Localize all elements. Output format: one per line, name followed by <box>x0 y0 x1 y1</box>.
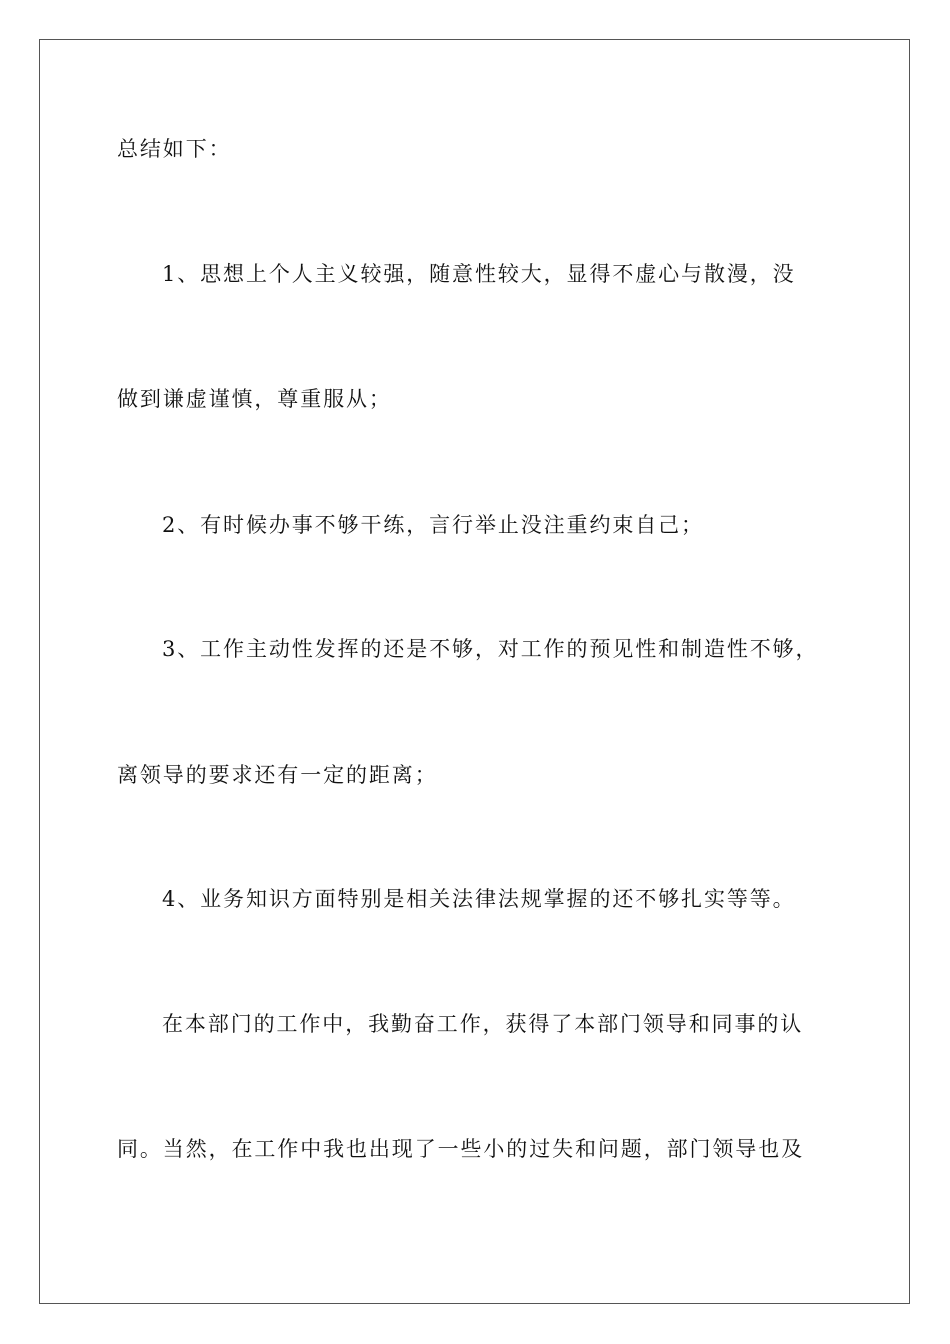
list-item-3-line-1: 3、工作主动性发挥的还是不够，对工作的预见性和制造性不够， <box>162 637 819 661</box>
list-item-1-line-1: 1、思想上个人主义较强，随意性较大，显得不虚心与散漫，没 <box>162 262 796 286</box>
list-item-4-line-1: 4、业务知识方面特别是相关法律法规掌握的还不够扎实等等。 <box>162 887 796 911</box>
paragraph-body-line-1: 在本部门的工作中，我勤奋工作，获得了本部门领导和同事的认 <box>162 1012 804 1036</box>
paragraph-body-line-2: 同。当然，在工作中我也出现了一些小的过失和问题，部门领导也及 <box>117 1137 804 1161</box>
list-item-3-line-2: 离领导的要求还有一定的距离； <box>117 763 438 787</box>
list-item-2-line-1: 2、有时候办事不够干练，言行举止没注重约束自己； <box>162 513 704 537</box>
list-item-1-line-2: 做到谦虚谨慎，尊重服从； <box>117 387 392 411</box>
paragraph-intro-line: 总结如下： <box>117 137 232 161</box>
page-border <box>39 39 910 1304</box>
